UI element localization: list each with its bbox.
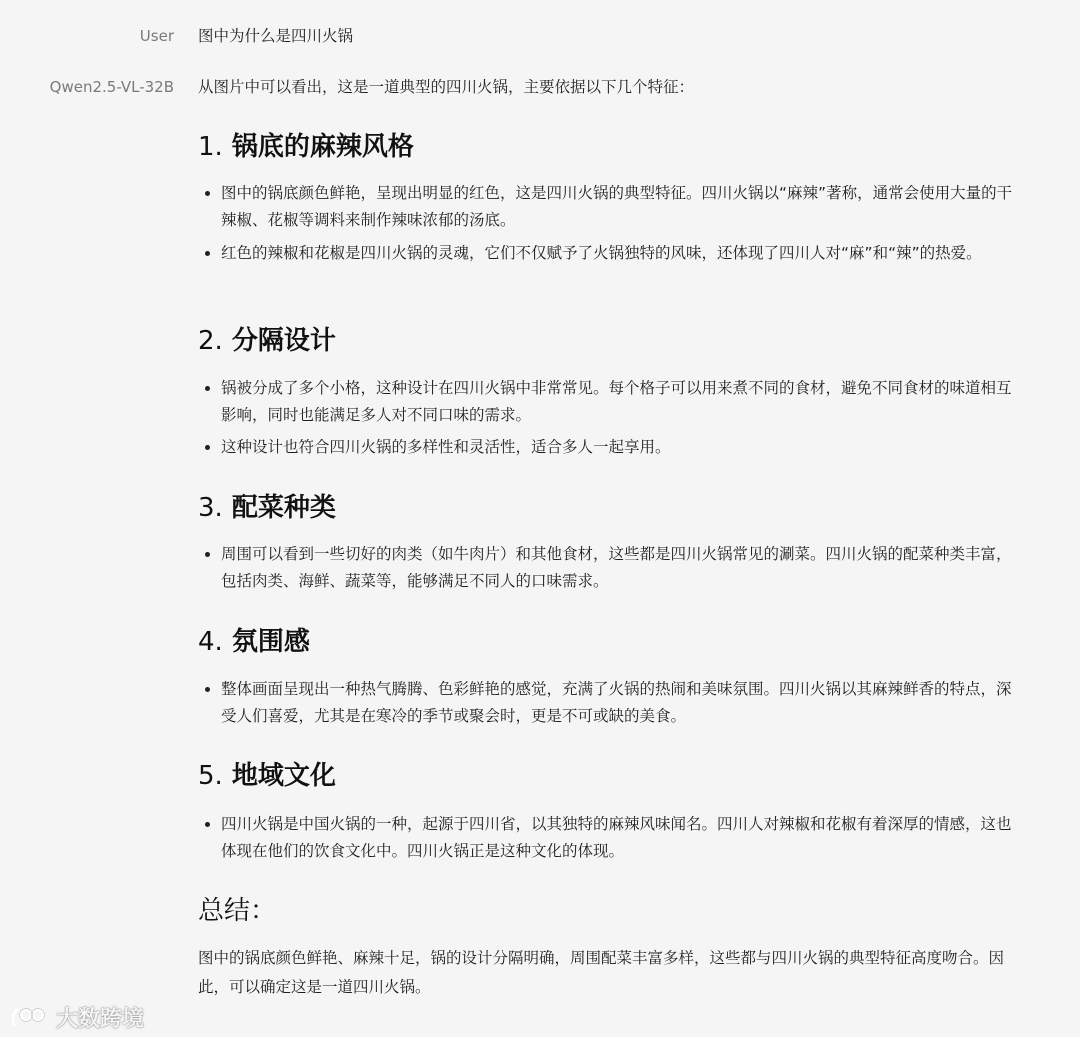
bullet-icon (205, 386, 210, 391)
list-item: 整体画面呈现出一种热气腾腾、色彩鲜艳的感觉，充满了火锅的热闹和美味氛围。四川火锅以其麻辣鲜香的特点，深受人们喜爱，尤其是在寒冷的季节或聚会时，更是不可或缺的美食。 (198, 676, 1013, 730)
list-item: 周围可以看到一些切好的肉类（如牛肉片）和其他食材，这些都是四川火锅常见的涮菜。四川火锅的配菜种类丰富，包括肉类、海鲜、蔬菜等，能够满足不同人的口味需求。 (198, 541, 1013, 595)
bullet-icon (205, 687, 210, 692)
bullet-icon (205, 251, 210, 256)
list-item: 红色的辣椒和花椒是四川火锅的灵魂，它们不仅赋予了火锅独特的风味，还体现了四川人对“麻”和“辣”的热爱。 (198, 240, 1013, 267)
bullet-icon (205, 191, 210, 196)
section-5-bullets (198, 811, 1013, 865)
list-item: 图中的锅底颜色鲜艳，呈现出明显的红色，这是四川火锅的典型特征。四川火锅以“麻辣”著称，通常会使用大量的干辣椒、花椒等调料来制作辣味浓郁的汤底。 (198, 180, 1013, 234)
section-3-bullets (198, 541, 1013, 595)
list-item: 四川火锅是中国火锅的一种，起源于四川省，以其独特的麻辣风味闻名。四川人对辣椒和花椒有着深厚的情感，这也体现在他们的饮食文化中。四川火锅正是这种文化的体现。 (198, 811, 1013, 865)
list-item: 这种设计也符合四川火锅的多样性和灵活性，适合多人一起享用。 (198, 434, 1013, 461)
user-role-label: User (139, 27, 174, 45)
section-4-bullets (198, 676, 1013, 730)
user-message-text: 图中为什么是四川火锅 (198, 27, 354, 45)
section-4 (198, 625, 1013, 659)
assistant-role-label: Qwen2.5-VL-32B (49, 78, 174, 96)
section-2 (198, 324, 1013, 358)
assistant-intro-text: 从图片中可以看出，这是一道典型的四川火锅，主要依据以下几个特征： (198, 78, 695, 96)
summary-text: 图中的锅底颜色鲜艳、麻辣十足，锅的设计分隔明确，周围配菜丰富多样，这些都与四川火锅的典型特征高度吻合。因此，可以确定这是一道四川火锅。 (198, 949, 1005, 996)
watermark-text: 大数跨境 (56, 1006, 145, 1032)
bullet-icon (205, 822, 210, 827)
section-1 (198, 130, 1013, 164)
summary-paragraph (198, 944, 1013, 1002)
section-2-bullets-2 (198, 434, 1013, 461)
section-1-bullets-2 (198, 240, 1013, 267)
watermark (10, 1000, 144, 1034)
bigdata-logo-icon (10, 1003, 50, 1031)
section-2-bullets (198, 375, 1013, 429)
section-heading: 5. 地域文化 (198, 761, 336, 791)
list-item: 锅被分成了多个小格，这种设计在四川火锅中非常常见。每个格子可以用来煮不同的食材，避免不同食材的味道相互影响，同时也能满足多人对不同口味的需求。 (198, 375, 1013, 429)
summary-heading: 总结： (198, 896, 277, 926)
section-heading: 2. 分隔设计 (198, 326, 336, 356)
section-3 (198, 491, 1013, 525)
section-heading: 4. 氛围感 (198, 627, 310, 657)
section-heading: 3. 配菜种类 (198, 493, 336, 523)
section-heading: 1. 锅底的麻辣风格 (198, 132, 414, 162)
bullet-icon (205, 552, 210, 557)
summary-section (198, 894, 1013, 928)
bullet-icon (205, 445, 210, 450)
section-1-bullets (198, 180, 1013, 234)
section-5 (198, 759, 1013, 793)
